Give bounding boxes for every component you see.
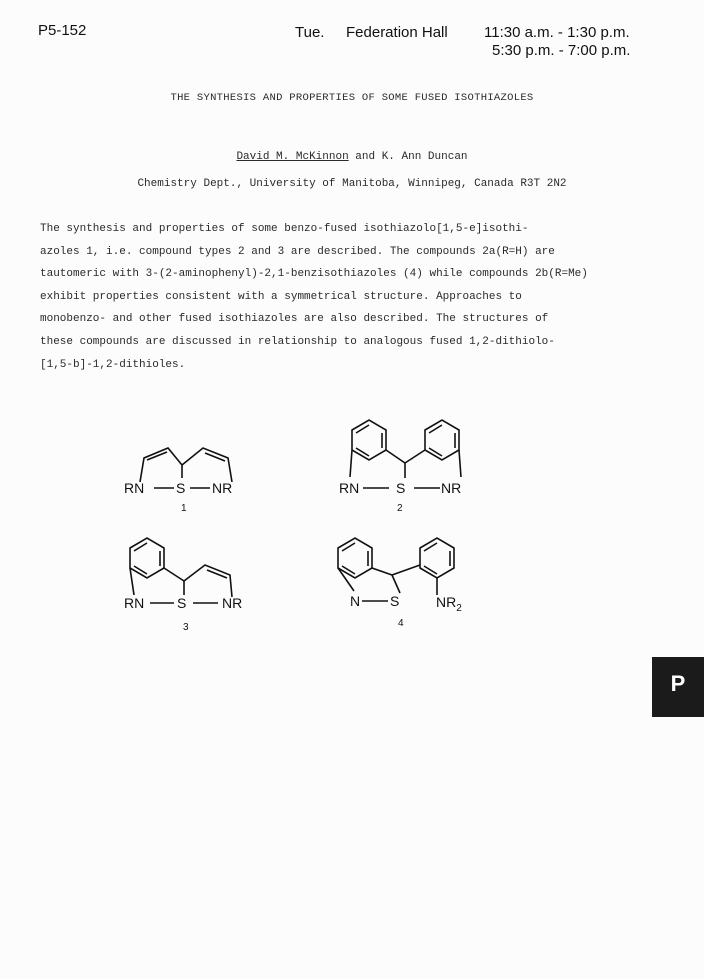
s4-sub-label <box>436 594 462 614</box>
author-1: David M. McKinnon <box>236 151 349 163</box>
abstract-line: monobenzo- and other fused isothiazoles are also described. The structures of <box>40 313 549 326</box>
abstract-line: The synthesis and properties of some benzo-fused isothiazolo[1,5-e]isothi- <box>40 223 529 235</box>
s1-left-label: RN <box>124 480 145 496</box>
abstract-line: [1,5-b]-1,2-dithioles. <box>40 358 186 371</box>
abstract-line: tautomeric with 3-(2-aminophenyl)-2,1-benzisothiazoles (4) while compounds 2b(R=Me) <box>40 268 588 281</box>
abstract-line: azoles 1, i.e. compound types 2 and 3 are described. The compounds 2a(R=H) are <box>40 245 555 258</box>
s4-s-label: S <box>390 593 400 609</box>
s2-right-label: NR <box>441 480 462 496</box>
s3-number: 3 <box>183 622 189 633</box>
abstract-line: these compounds are discussed in relationship to analogous fused 1,2-dithiolo- <box>40 335 555 348</box>
structure-4-drawing <box>338 538 454 601</box>
s1-right-label: NR <box>212 480 233 496</box>
section-tab-letter: P <box>670 671 686 696</box>
session-time-1: 11:30 a.m. - 1:30 p.m. <box>484 24 630 41</box>
session-day: Tue. <box>295 24 325 41</box>
s4-n-label: N <box>350 593 361 609</box>
structures-svg <box>110 415 530 645</box>
section-tab <box>652 657 704 717</box>
abstract <box>40 218 640 376</box>
s1-number: 1 <box>181 503 187 514</box>
author-2: K. Ann Duncan <box>381 151 468 163</box>
s3-center-label: S <box>177 595 187 611</box>
s3-left-label: RN <box>124 595 145 611</box>
author-and: and <box>355 151 376 163</box>
chemical-structures <box>110 415 530 650</box>
s2-number: 2 <box>397 503 403 514</box>
session-venue: Federation Hall <box>346 24 448 41</box>
s1-center-label: S <box>176 480 186 496</box>
s2-center-label: S <box>396 480 406 496</box>
session-time-2: 5:30 p.m. - 7:00 p.m. <box>492 42 631 59</box>
structure-2-drawing <box>350 420 461 488</box>
s4-sub-main: NR <box>436 594 457 610</box>
affiliation: Chemistry Dept., University of Manitoba, Winnipeg, Canada R3T 2N2 <box>137 178 567 190</box>
s3-right-label: NR <box>222 595 243 611</box>
poster-id: P5-152 <box>38 22 87 39</box>
structure-3-drawing <box>130 538 232 603</box>
s4-number: 4 <box>398 618 404 629</box>
s4-sub-subscript: 2 <box>456 603 462 614</box>
authors <box>0 151 704 163</box>
paper-title: THE SYNTHESIS AND PROPERTIES OF SOME FUSED ISOTHIAZOLES <box>170 92 534 104</box>
s2-left-label: RN <box>339 480 360 496</box>
abstract-line: exhibit properties consistent with a symmetrical structure. Approaches to <box>40 290 522 303</box>
